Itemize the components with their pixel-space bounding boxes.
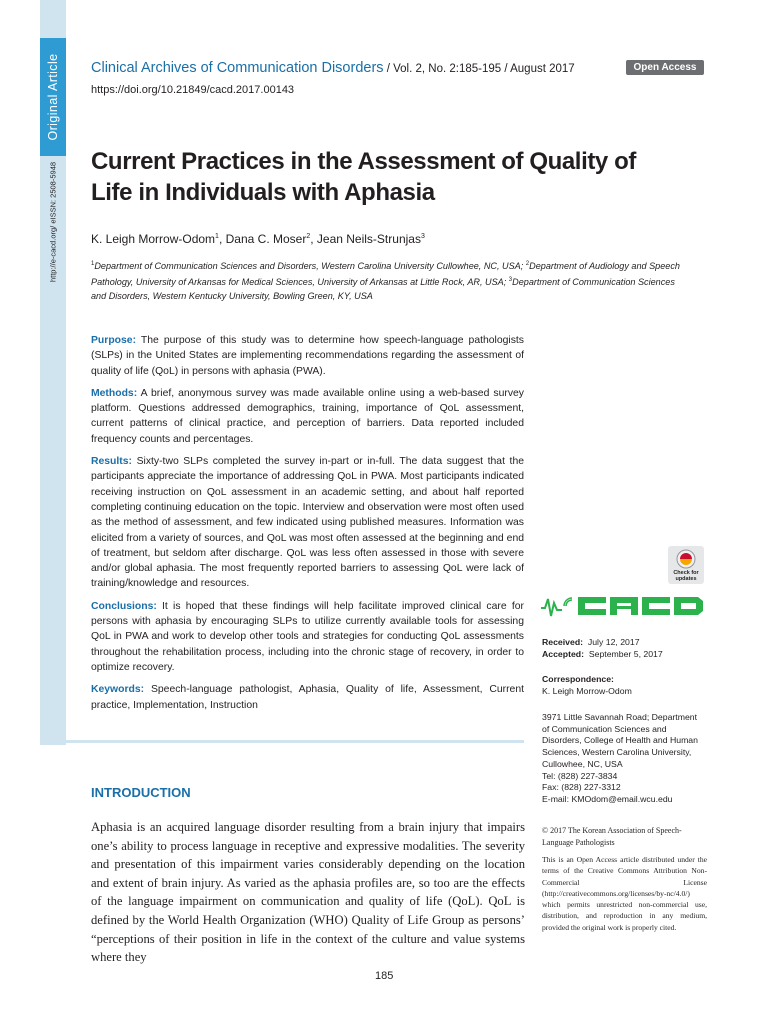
license-note: This is an Open Access article distributed under the terms of the Creative Commons Attribution Non-Commercial License (http://creativecommons.org/licenses/by-nc/4.0/) which permits unrestricted non-commercial use, distribution, and reproduction in any medium, provided the original work is properly cited. <box>542 855 707 932</box>
affil-sup: 3 <box>508 277 513 284</box>
abstract-text: Sixty-two SLPs completed the survey in-part or in-full. The data suggest that the participants appreciate the importance of addressing QoL in PWA. Most participants indicated receiving instruction on QoL assessment in an academic setting, and about half reported completing continuing education on the topic. Interview and observation were most often used as the method of assessment, and few indicated using published measures. Information was elicited from a variety of sources, and QoL was most often assessed at the beginning and end of treatment, but seldom after discharge. QoL was less often assessed in those with severe and/or global aphasia. The most frequently reported barriers to assessing QoL were lack of training/knowledge and resources. <box>91 456 524 590</box>
cacd-logo <box>540 594 705 618</box>
received-line <box>542 637 707 649</box>
check-for-updates-badge[interactable] <box>668 546 704 584</box>
received-date: July 12, 2017 <box>587 637 640 647</box>
abstract-text: Speech-language pathologist, Aphasia, Quality of life, Assessment, Current practice, Implementation, Instruction <box>91 684 524 711</box>
affil-text: Department of Communication Sciences and Disorders, Western Carolina University Cullowhee, NC, USA; <box>94 261 526 272</box>
author-sup: 3 <box>420 233 425 240</box>
signal-arcs-icon <box>564 598 572 606</box>
author-sup: 1 <box>215 233 219 240</box>
abstract-label: Results: <box>91 456 132 468</box>
abstract-conclusions <box>91 599 524 675</box>
abstract-results <box>91 454 524 592</box>
check-updates-label: Check for <box>673 570 699 576</box>
address-line: Cullowhee, NC, USA <box>542 758 623 769</box>
correspondence-heading: Correspondence: <box>542 674 614 684</box>
accepted-line <box>542 649 707 661</box>
waveform-icon <box>541 599 562 616</box>
accepted-label: Accepted: <box>542 648 584 659</box>
doi-link[interactable]: https://doi.org/10.21849/cacd.2017.00143 <box>91 84 295 96</box>
copyright-note: © 2017 The Korean Association of Speech-Language Pathologists <box>542 826 682 847</box>
address-block <box>542 712 707 806</box>
affil-sup: 1 <box>91 261 95 267</box>
author-list <box>91 232 425 246</box>
author-separator: , <box>218 232 226 246</box>
abstract-keywords <box>91 682 524 713</box>
open-access-badge: Open Access <box>626 60 704 75</box>
article-title: Current Practices in the Assessment of Quality of Life in Individuals with Aphasia <box>91 148 636 206</box>
address-line: Disorders, College of Health and Human <box>542 735 698 746</box>
issue-info: / Vol. 2, No. 2:185-195 / August 2017 <box>383 63 575 75</box>
address-line: Sciences, Western Carolina University, <box>542 747 692 758</box>
journal-name: Clinical Archives of Communication Disorders <box>91 60 384 76</box>
address-line: 3971 Little Savannah Road; Department <box>542 712 698 722</box>
affil-text: Department of Communication Sciences and Disorders, Western Kentucky University, Bowling Green, KY, USA <box>91 277 675 302</box>
abstract-methods <box>91 386 524 447</box>
abstract-label: Conclusions: <box>91 600 157 612</box>
check-updates-label-2: updates <box>675 576 697 582</box>
correspondence-block <box>542 674 707 697</box>
tel-line: Tel: (828) 227-3834 <box>542 770 618 781</box>
email-line[interactable]: E-mail: KMOdom@email.wcu.edu <box>542 793 673 804</box>
introduction-heading: INTRODUCTION <box>91 785 191 800</box>
affil-text: Department of Audiology and Speech Pathology, University of Arkansas for Medical Sciences, University of Arkansas at Little Rock, AR, USA; <box>91 261 680 288</box>
abstract-text: It is hoped that these findings will help facilitate improved clinical care for persons with aphasia by encouraging SLPs to utilize currently available tools for assessing QoL in PWA and work to develop other tools and strategies for conducting QoL assessments throughout the rehabilitation process, including into the chronic stage of recovery, in order to optimize recovery. <box>91 600 524 673</box>
affiliations <box>91 257 681 303</box>
abstract-divider <box>66 740 524 743</box>
abstract-text: The purpose of this study was to determine how speech-language pathologists (SLPs) in the United States are implementing recommendations regarding the assessment of quality of life (QoL) in persons with aphasia (PWA). <box>91 335 524 377</box>
abstract-label: Keywords: <box>91 684 145 696</box>
author-name: K. Leigh Morrow-Odom <box>91 232 216 246</box>
author-name: Jean Neils-Strunjas <box>316 232 421 246</box>
journal-header <box>91 60 704 80</box>
author-name: Dana C. Moser <box>225 232 307 246</box>
affil-sup: 2 <box>525 261 530 267</box>
article-type-tag <box>40 38 66 156</box>
received-label: Received: <box>542 637 584 647</box>
accepted-date: September 5, 2017 <box>588 648 663 659</box>
address-line: of Communication Sciences and <box>542 723 667 734</box>
abstract-text: A brief, anonymous survey was made available online using a web-based survey platform. Questions addressed demographics, training, importance of QoL assessment, current patterns of clinical practice, and perception of barriers. Data reported included frequency counts and percentages. <box>91 387 524 445</box>
abstract-label: Methods: <box>91 387 138 399</box>
introduction-text: Aphasia is an acquired language disorder resulting from a brain injury that impairs one’s ability to process language in receptive and expressive modalities. The severity and presentation of this impairment varies considerably depending on the location and extent of brain injury. As varied as the aphasia profiles are, so too are the effects of the language impairment on communication and quality of life (QoL). QoL is defined by the World Health Organization (WHO) Quality of Life Group as persons’ “perceptions of their position in life in the context of the culture and value systems where they <box>91 820 525 965</box>
abstract <box>91 333 524 720</box>
abstract-label: Purpose: <box>91 335 137 346</box>
author-separator: , <box>310 232 317 246</box>
correspondence-name: K. Leigh Morrow-Odom <box>542 685 632 696</box>
fax-line: Fax: (828) 227-3312 <box>542 782 621 793</box>
author-sup: 2 <box>306 233 311 240</box>
dates-block <box>542 637 707 660</box>
page-number: 185 <box>375 970 394 982</box>
side-url-issn: http://e-cacd.org/ eISSN: 2508-5948 <box>48 161 58 283</box>
article-type-label: Original Article <box>46 53 60 141</box>
abstract-purpose <box>91 333 524 379</box>
logo-letters <box>578 597 703 615</box>
